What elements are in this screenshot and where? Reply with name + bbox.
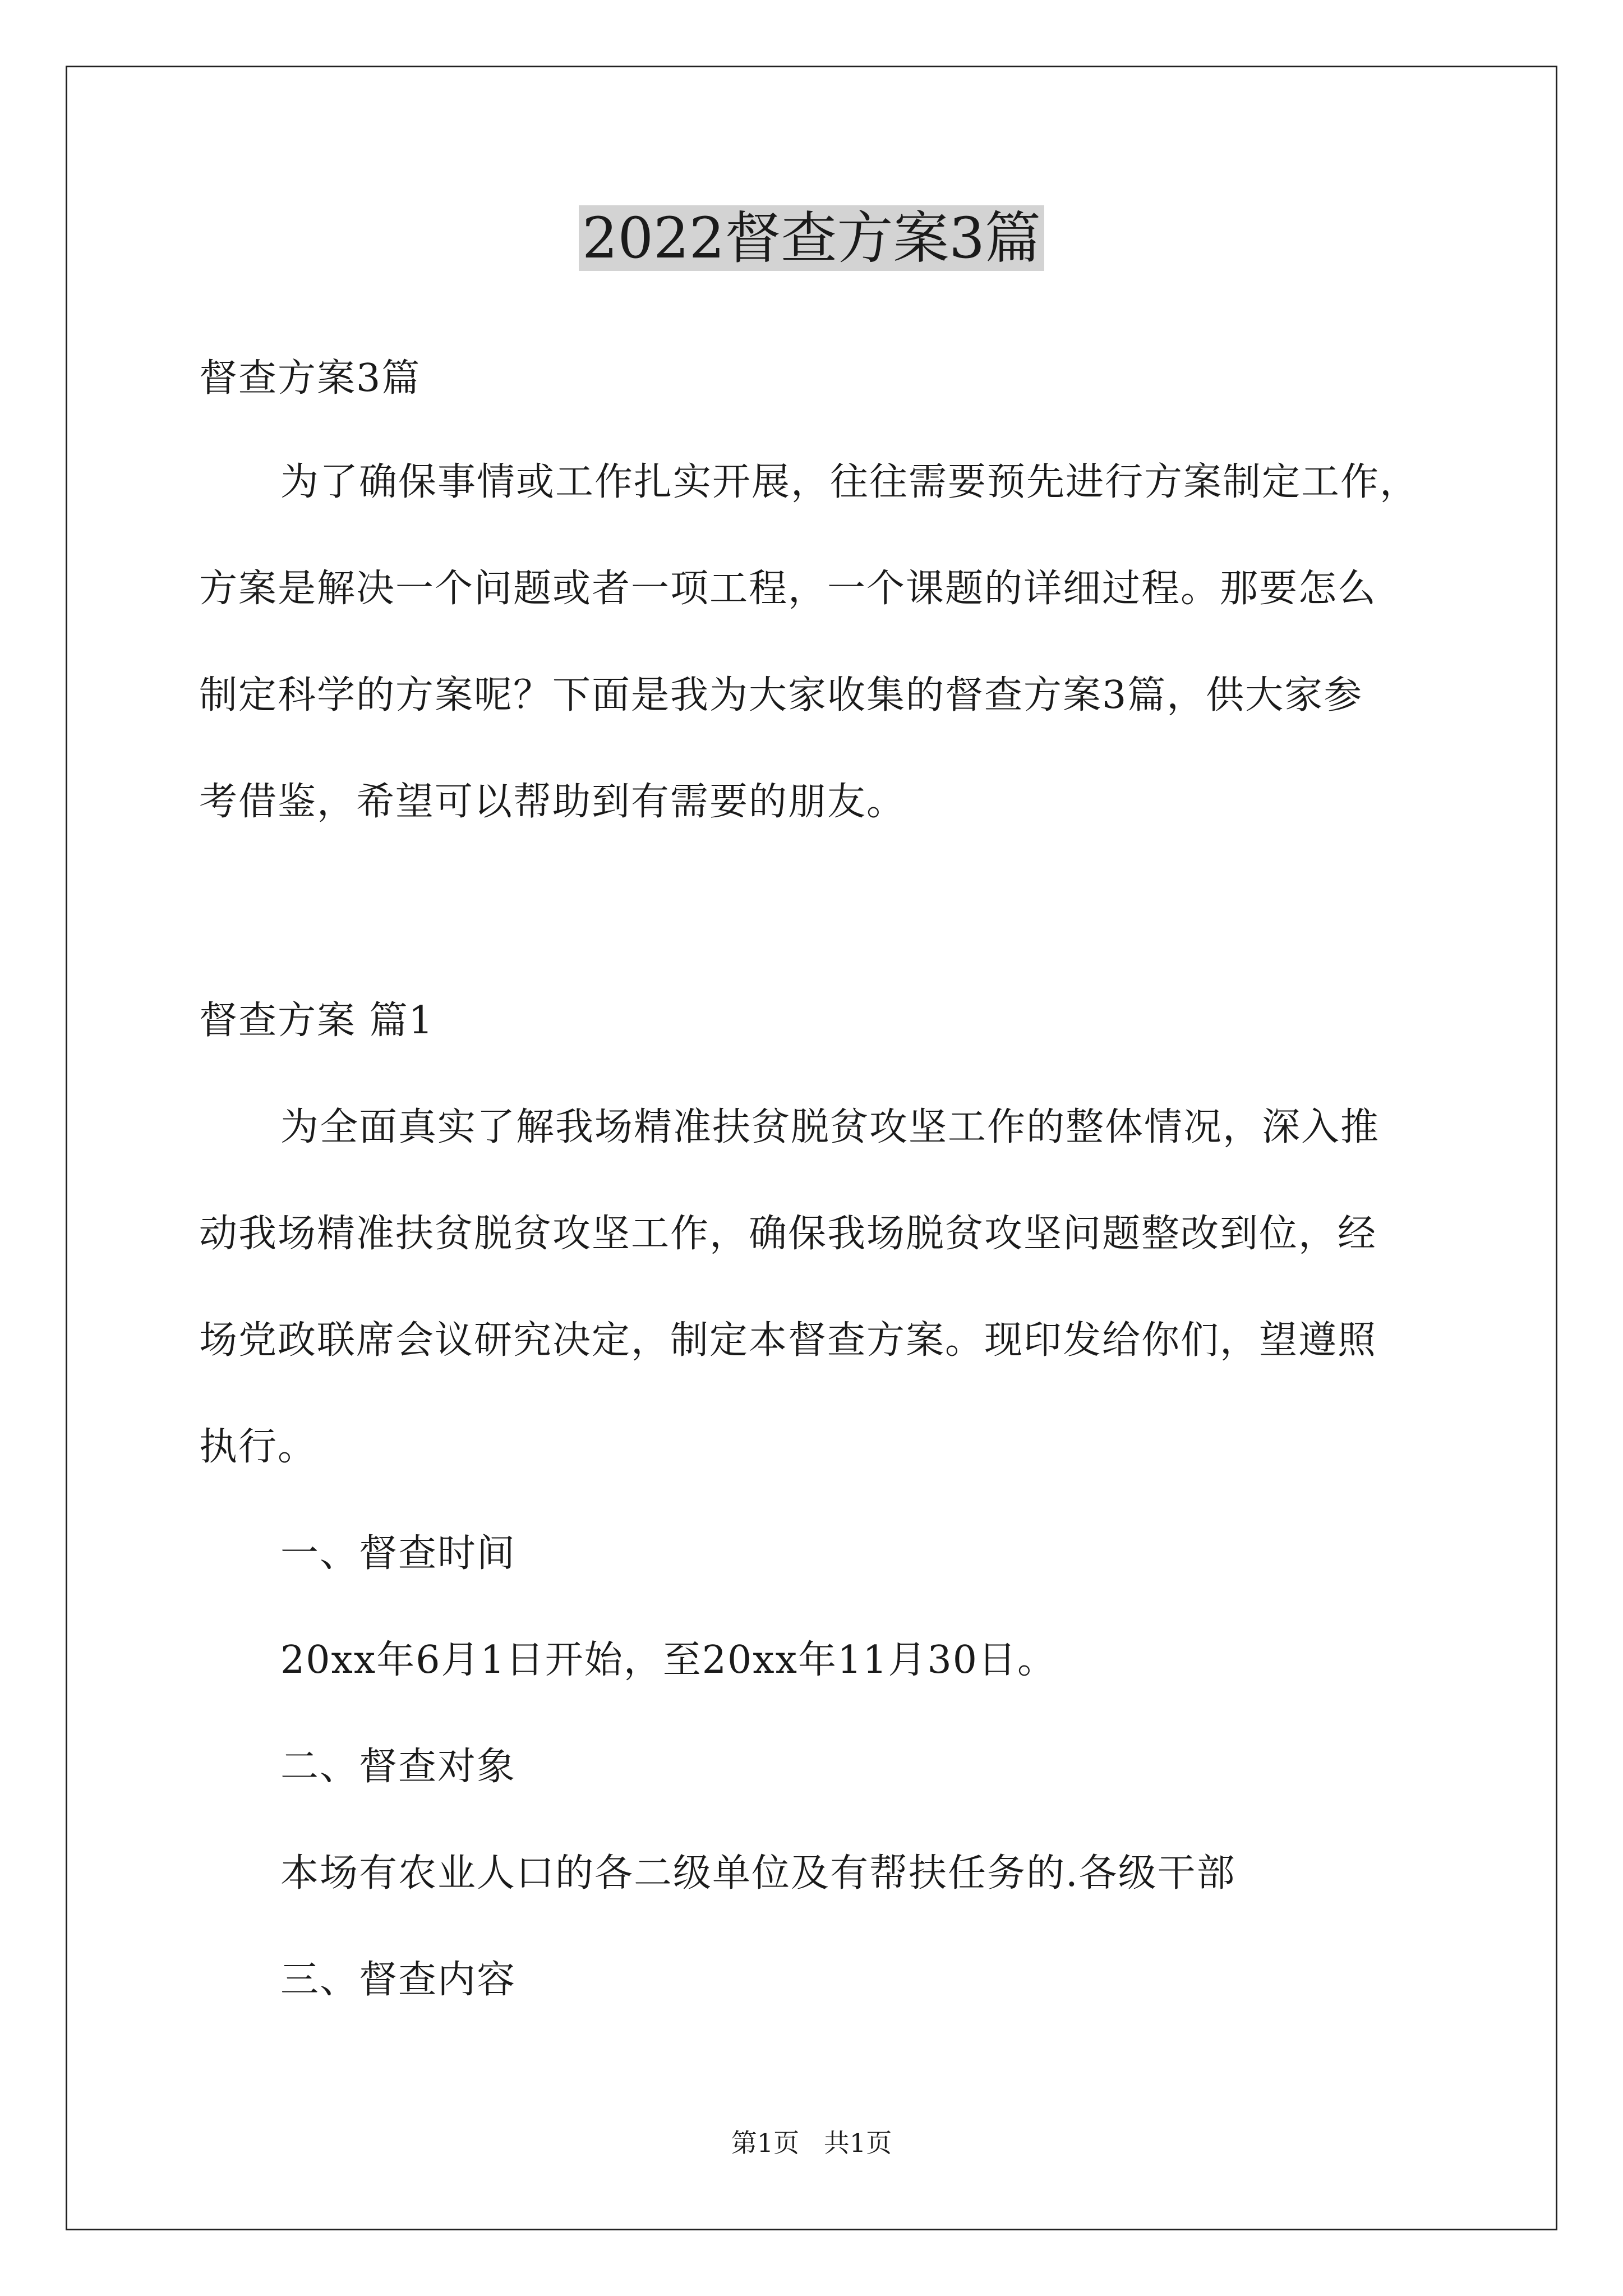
section-paragraph-line: 动我场精准扶贫脱贫攻坚工作，确保我场脱贫攻坚问题整改到位，经 [199, 1212, 1377, 1256]
document-title-text: 2022督查方案3篇 [579, 205, 1044, 271]
section-heading: 督查方案 篇1 [199, 999, 434, 1043]
item-body-time: 20xx年6月1日开始，至20xx年11月30日。 [280, 1638, 1057, 1682]
document-title [0, 199, 1623, 278]
item-body-target: 本场有农业人口的各二级单位及有帮扶任务的.各级干部 [280, 1851, 1236, 1895]
section-paragraph-line: 场党政联席会议研究决定，制定本督查方案。现印发给你们，望遵照 [199, 1318, 1377, 1363]
section-paragraph-line: 为全面真实了解我场精准扶贫脱贫攻坚工作的整体情况，深入推 [280, 1105, 1380, 1149]
intro-paragraph-line: 方案是解决一个问题或者一项工程，一个课题的详细过程。那要怎么 [199, 567, 1377, 611]
intro-paragraph-line: 制定科学的方案呢？下面是我为大家收集的督查方案3篇，供大家参 [199, 673, 1363, 717]
item-heading-time: 一、督查时间 [280, 1531, 517, 1576]
item-heading-content: 三、督查内容 [280, 1958, 517, 2002]
page-number: 第1页 共1页 [731, 2128, 892, 2158]
section-paragraph-line: 执行。 [199, 1425, 317, 1469]
intro-heading: 督查方案3篇 [199, 356, 421, 401]
intro-paragraph-line: 考借鉴，希望可以帮助到有需要的朋友。 [199, 780, 906, 824]
item-heading-target: 二、督查对象 [280, 1745, 517, 1789]
intro-paragraph-line: 为了确保事情或工作扎实开展，往往需要预先进行方案制定工作， [280, 460, 1419, 504]
